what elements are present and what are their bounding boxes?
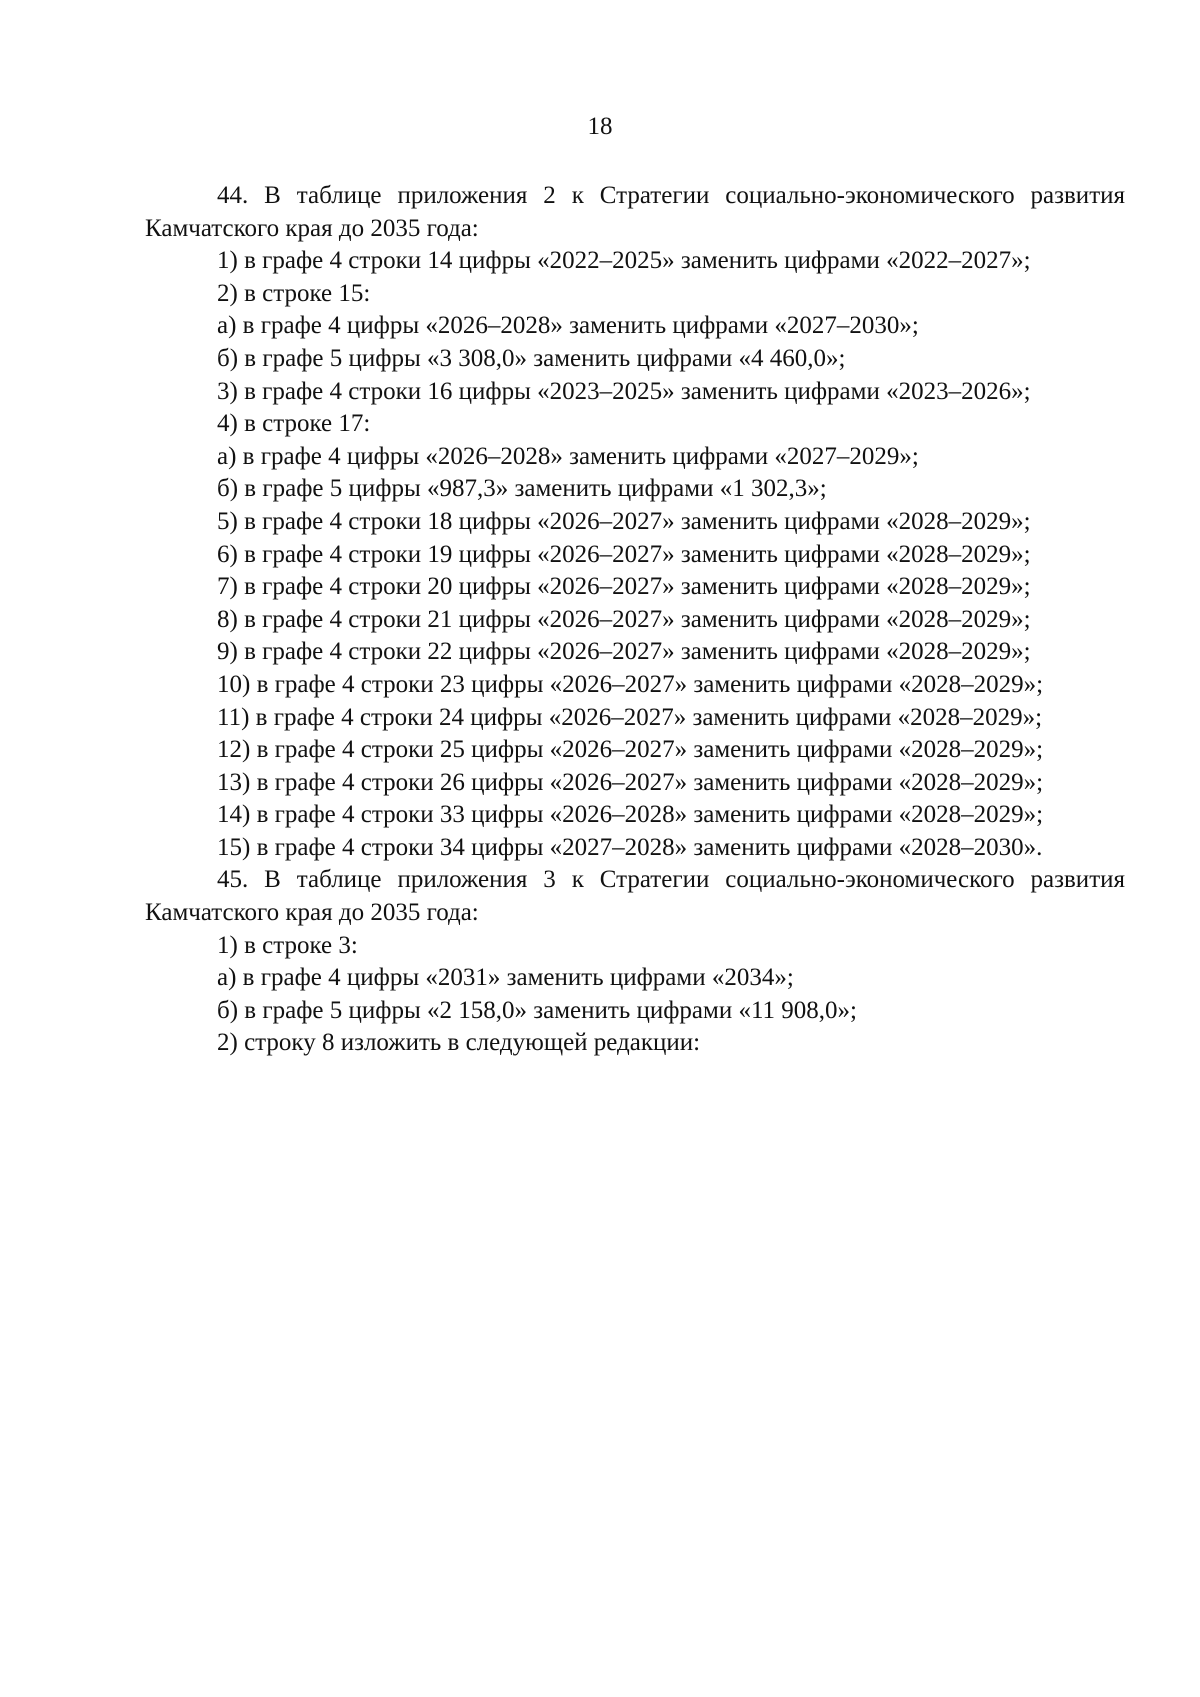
paragraph-item-44-2a: а) в графе 4 цифры «2026–2028» заменить цифрами «2027–2030»;: [217, 312, 919, 340]
paragraph-item-44-4b: б) в графе 5 цифры «987,3» заменить цифрами «1 302,3»;: [217, 475, 827, 503]
paragraph-item-44-heading: 44. В таблице приложения 2 к Стратегии социально-экономического развития Камчатского края до 2035 года:: [145, 182, 1125, 242]
paragraph-item-44-2b: б) в графе 5 цифры «3 308,0» заменить цифрами «4 460,0»;: [217, 344, 846, 372]
paragraph-item-44-8: 8) в графе 4 строки 21 цифры «2026–2027» заменить цифрами «2028–2029»;: [217, 605, 1031, 633]
paragraph-item-45-1b: б) в графе 5 цифры «2 158,0» заменить цифрами «11 908,0»;: [217, 996, 857, 1024]
paragraph-item-44-13: 13) в графе 4 строки 26 цифры «2026–2027» заменить цифрами «2028–2029»;: [217, 768, 1044, 796]
paragraph-item-44-11: 11) в графе 4 строки 24 цифры «2026–2027» заменить цифрами «2028–2029»;: [217, 703, 1043, 731]
paragraph-item-44-7: 7) в графе 4 строки 20 цифры «2026–2027» заменить цифрами «2028–2029»;: [217, 573, 1031, 601]
paragraph-item-44-14: 14) в графе 4 строки 33 цифры «2026–2028» заменить цифрами «2028–2029»;: [217, 801, 1044, 829]
document-body: [145, 180, 1125, 1060]
paragraph-item-45-1: 1) в строке 3:: [217, 931, 358, 959]
paragraph-item-44-2: 2) в строке 15:: [217, 279, 371, 307]
paragraph-item-45-1a: а) в графе 4 цифры «2031» заменить цифрами «2034»;: [217, 964, 794, 992]
paragraph-item-44-9: 9) в графе 4 строки 22 цифры «2026–2027» заменить цифрами «2028–2029»;: [217, 638, 1031, 666]
paragraph-item-44-10: 10) в графе 4 строки 23 цифры «2026–2027» заменить цифрами «2028–2029»;: [217, 670, 1044, 698]
paragraph-item-44-12: 12) в графе 4 строки 25 цифры «2026–2027» заменить цифрами «2028–2029»;: [217, 736, 1044, 764]
paragraph-item-44-1: 1) в графе 4 строки 14 цифры «2022–2025» заменить цифрами «2022–2027»;: [217, 247, 1031, 275]
paragraph-item-44-3: 3) в графе 4 строки 16 цифры «2023–2025» заменить цифрами «2023–2026»;: [217, 377, 1031, 405]
paragraph-item-44-4: 4) в строке 17:: [217, 410, 371, 438]
paragraph-item-44-15: 15) в графе 4 строки 34 цифры «2027–2028» заменить цифрами «2028–2030».: [217, 833, 1043, 861]
paragraph-item-44-6: 6) в графе 4 строки 19 цифры «2026–2027» заменить цифрами «2028–2029»;: [217, 540, 1031, 568]
page-number: 18: [587, 113, 613, 140]
paragraph-item-44-4a: а) в графе 4 цифры «2026–2028» заменить цифрами «2027–2029»;: [217, 442, 919, 470]
paragraph-item-44-5: 5) в графе 4 строки 18 цифры «2026–2027» заменить цифрами «2028–2029»;: [217, 507, 1031, 535]
paragraph-item-45-heading: 45. В таблице приложения 3 к Стратегии социально-экономического развития Камчатского края до 2035 года:: [145, 866, 1125, 927]
paragraph-item-45-2: 2) строку 8 изложить в следующей редакции:: [217, 1029, 701, 1057]
